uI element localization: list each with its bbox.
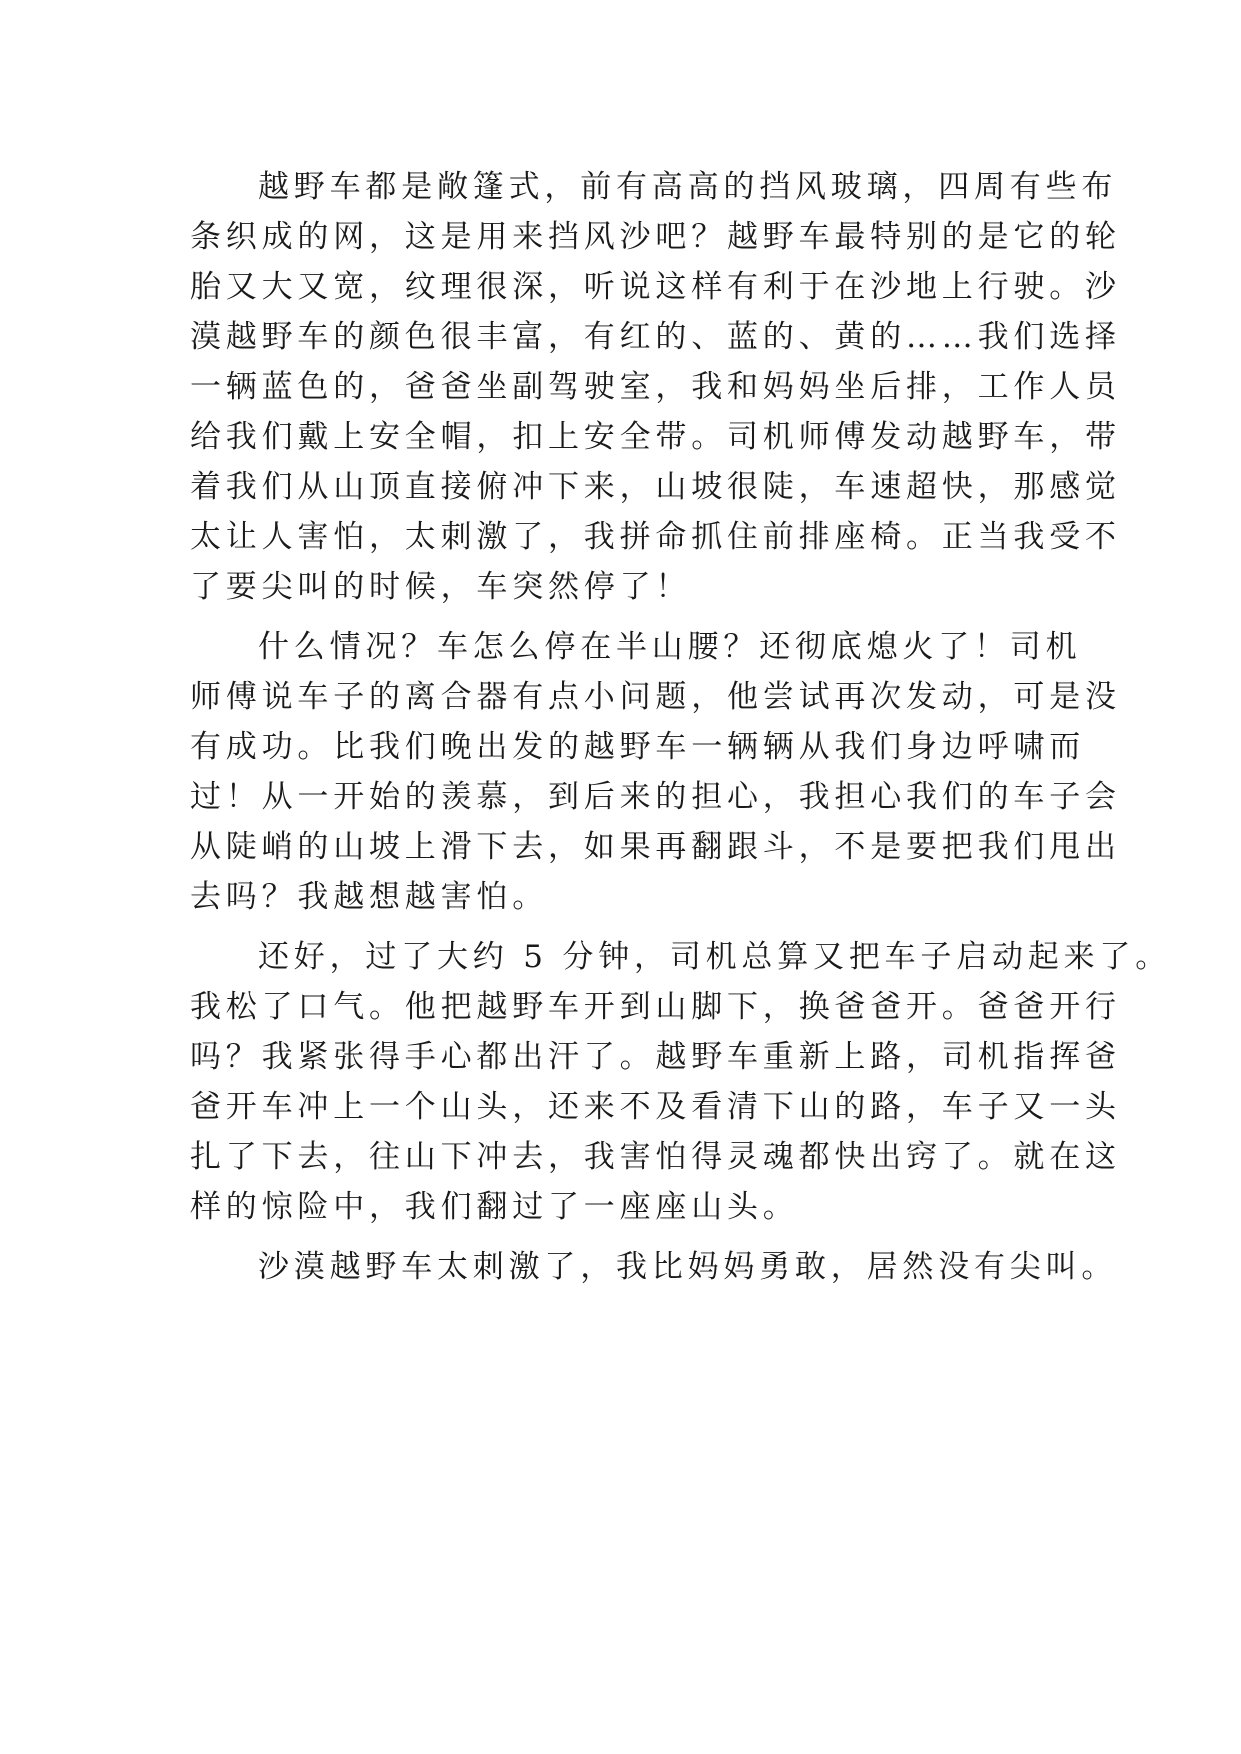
text-line: 吗？我紧张得手心都出汗了。越野车重新上路，司机指挥爸 bbox=[190, 1039, 1121, 1075]
text-line: 样的惊险中，我们翻过了一座座山头。 bbox=[190, 1189, 799, 1225]
text-line: 条织成的网，这是用来挡风沙吧？越野车最特别的是它的轮 bbox=[190, 219, 1121, 255]
text-line: 爸开车冲上一个山头，还来不及看清下山的路，车子又一头 bbox=[190, 1089, 1121, 1125]
text-line: 过！从一开始的羡慕，到后来的担心，我担心我们的车子会 bbox=[190, 779, 1121, 815]
text-line: 我松了口气。他把越野车开到山脚下，换爸爸开。爸爸开行 bbox=[190, 989, 1121, 1025]
text-line: 从陡峭的山坡上滑下去，如果再翻跟斗，不是要把我们甩出 bbox=[190, 829, 1121, 865]
text-line: 什么情况？车怎么停在半山腰？还彻底熄火了！司机 bbox=[258, 629, 1082, 665]
paragraph bbox=[190, 1242, 1118, 1292]
text-line: 胎又大又宽，纹理很深，听说这样有利于在沙地上行驶。沙 bbox=[190, 269, 1121, 305]
paragraph bbox=[190, 622, 1121, 922]
text-line: 越野车都是敞篷式，前有高高的挡风玻璃，四周有些布 bbox=[258, 169, 1118, 205]
text-line: 有成功。比我们晚出发的越野车一辆辆从我们身边呼啸而 bbox=[190, 729, 1085, 765]
text-line: 师傅说车子的离合器有点小问题，他尝试再次发动，可是没 bbox=[190, 679, 1121, 715]
paragraph-gap bbox=[190, 1232, 1070, 1242]
paragraph-gap bbox=[190, 612, 1070, 622]
paragraph bbox=[190, 162, 1121, 612]
paragraph bbox=[190, 932, 1172, 1232]
text-line: 还好，过了大约 5 分钟，司机总算又把车子启动起来了。 bbox=[258, 939, 1172, 975]
document-body bbox=[190, 162, 1172, 1292]
text-line: 了要尖叫的时候，车突然停了！ bbox=[190, 569, 692, 605]
text-line: 给我们戴上安全帽，扣上安全带。司机师傅发动越野车，带 bbox=[190, 419, 1121, 455]
text-line: 扎了下去，往山下冲去，我害怕得灵魂都快出窍了。就在这 bbox=[190, 1139, 1121, 1175]
paragraph-gap bbox=[190, 922, 1070, 932]
text-line: 漠越野车的颜色很丰富，有红的、蓝的、黄的……我们选择 bbox=[190, 319, 1121, 355]
text-line: 太让人害怕，太刺激了，我拼命抓住前排座椅。正当我受不 bbox=[190, 519, 1121, 555]
text-line: 着我们从山顶直接俯冲下来，山坡很陡，车速超快，那感觉 bbox=[190, 469, 1121, 505]
text-line: 一辆蓝色的，爸爸坐副驾驶室，我和妈妈坐后排，工作人员 bbox=[190, 369, 1121, 405]
text-line: 去吗？我越想越害怕。 bbox=[190, 879, 548, 915]
text-line: 沙漠越野车太刺激了，我比妈妈勇敢，居然没有尖叫。 bbox=[258, 1249, 1118, 1285]
